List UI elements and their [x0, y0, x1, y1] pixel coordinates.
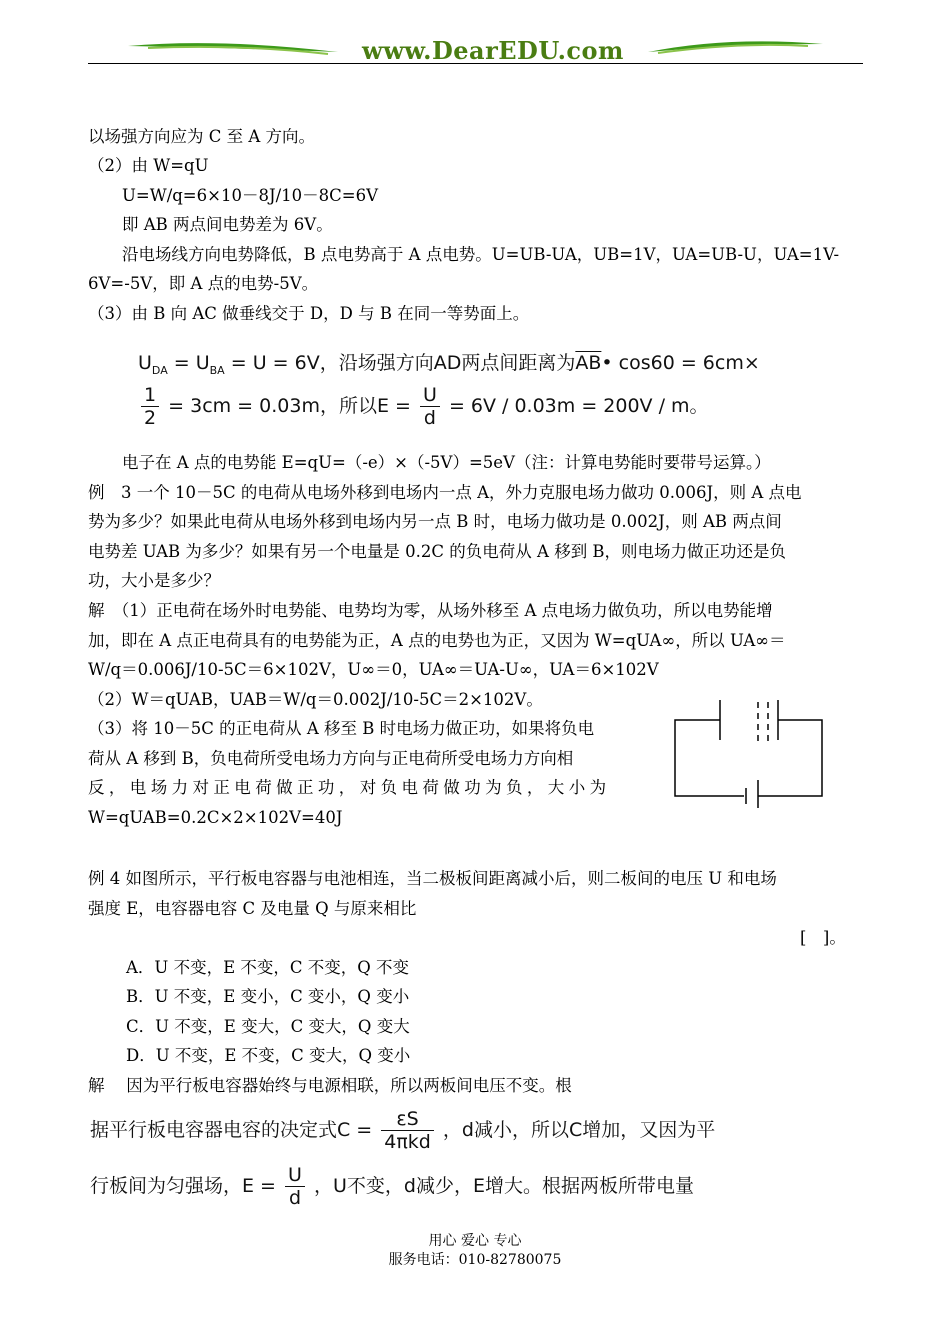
- text-line: （2）W＝qUAB，UAB＝W/q＝0.002J/10-5C＝2×102V。: [88, 690, 543, 709]
- text-line: 例 4 如图所示，平行板电容器与电池相连，当二极板间距离减小后，则二板间的电压 U 和电场: [88, 869, 777, 888]
- text-line: 电子在 A 点的电势能 E=qU=（-e）×（-5V）=5eV（注：计算电势能时要带号运算。）: [122, 453, 771, 472]
- text-line: 反，电场力对正电荷做正功，对负电荷做功为负，大小为: [88, 778, 611, 797]
- text-line: 以场强方向应为 C 至 A 方向。: [88, 127, 316, 146]
- fraction-numerator: εS: [381, 1108, 434, 1131]
- text-line: 6V=-5V，即 A 点的电势-5V。: [88, 274, 319, 293]
- option-c: C．U 不变，E 变大，C 变大，Q 变大: [126, 1017, 410, 1036]
- formula-text: = 6V / 0.03m = 200V / m。: [448, 395, 709, 417]
- text-line: W=qUAB=0.2C×2×102V=40J: [88, 808, 343, 827]
- capacitor-circuit-diagram: [672, 700, 827, 808]
- fraction-numerator: U: [420, 384, 440, 407]
- formula-text: = U: [167, 352, 210, 374]
- fraction-u-over-d: [420, 384, 440, 429]
- formula-text: ，d减小，所以C增加，又因为平: [442, 1119, 716, 1141]
- text-line: 加，即在 A 点正电荷具有的电势能为正，A 点的电势也为正，又因为 W=qUA∞，所以 UA∞＝: [88, 631, 786, 650]
- text-line: 沿电场线方向电势降低，B 点电势高于 A 点电势。U=UB-UA，UB=1V，UA=UB-U，UA=1V-: [122, 245, 840, 264]
- page-header: [88, 30, 863, 70]
- text-line: （3）将 10－5C 的正电荷从 A 移至 B 时电场力做正功，如果将负电: [88, 719, 595, 738]
- formula-capacitance: [90, 1108, 715, 1153]
- formula-text: 据平行板电容器电容的决定式C =: [90, 1119, 373, 1141]
- option-d: D．U 不变，E 不变，C 变大，Q 变小: [126, 1046, 411, 1065]
- formula-overline-ab: $\overline{AB}$: [575, 352, 602, 374]
- text-line: W/q＝0.006J/10-5C＝6×102V，U∞＝0，UA∞＝UA-U∞，UA＝6×102V: [88, 660, 659, 679]
- text-line: 即 AB 两点间电势差为 6V。: [122, 215, 333, 234]
- text-line: 解 （1）正电荷在场外时电势能、电势均为零，从场外移至 A 点电场力做负功，所以电势能增: [88, 601, 773, 620]
- fraction-numerator: U: [285, 1164, 305, 1187]
- formula-text: U: [138, 352, 152, 374]
- text-line: 荷从 A 移到 B，负电荷所受电场力方向与正电荷所受电场力方向相: [88, 749, 574, 768]
- formula-text: ，U不变，d减少，E增大。根据两板所带电量: [313, 1175, 694, 1197]
- fraction-numerator: 1: [141, 384, 159, 407]
- option-b: B．U 不变，E 变小，C 变小，Q 变小: [126, 987, 410, 1006]
- option-a: A．U 不变，E 不变，C 不变，Q 不变: [126, 958, 409, 977]
- footer-slogan: 用心 爱心 专心: [428, 1233, 522, 1249]
- fraction-u-over-d: [285, 1164, 305, 1209]
- fraction-denominator: d: [288, 1187, 301, 1209]
- formula-text: • cos60 = 6cm×: [601, 352, 760, 374]
- fraction-denominator: 4πkd: [384, 1131, 431, 1153]
- text-line: 功，大小是多少？: [88, 571, 220, 590]
- fraction-one-half: [141, 384, 159, 429]
- header-rule: [88, 63, 863, 64]
- fraction-denominator: 2: [144, 407, 157, 429]
- text-line: 强度 E，电容器电容 C 及电量 Q 与原来相比: [88, 899, 417, 918]
- text-line: 电势差 UAB 为多少？如果有另一个电量是 0.2C 的负电荷从 A 移到 B，则电场力做正功还是负: [88, 542, 787, 561]
- site-logo-text: www.DearEDU.com: [362, 36, 624, 65]
- formula-line-1: [138, 348, 760, 377]
- text-line: U=W/q=6×10－8J/10－8C=6V: [122, 186, 378, 205]
- fraction-denominator: d: [423, 407, 436, 429]
- answer-bracket: [ ]。: [800, 928, 846, 947]
- text-line: 势为多少？如果此电荷从电场外移到电场内另一点 B 时，电场力做功是 0.002J，则 AB 两点间: [88, 512, 782, 531]
- formula-field-strength: [90, 1164, 694, 1209]
- fraction-capacitance: [381, 1108, 434, 1153]
- formula-subscript: BA: [209, 364, 225, 377]
- text-line: 解 因为平行板电容器始终与电源相联，所以两板间电压不变。根: [88, 1076, 572, 1095]
- formula-line-2: [138, 384, 709, 429]
- text-line: （2）由 W=qU: [88, 156, 209, 175]
- formula-subscript: DA: [151, 364, 168, 377]
- formula-text: = 3cm = 0.03m，所以E =: [168, 395, 411, 417]
- footer-phone: 服务电话：010-82780075: [388, 1252, 562, 1268]
- text-line: （3）由 B 向 AC 做垂线交于 D，D 与 B 在同一等势面上。: [88, 304, 530, 323]
- text-line: 例 3 一个 10－5C 的电荷从电场外移到电场内一点 A，外力克服电场力做功 0.006J，则 A 点电: [88, 483, 802, 502]
- formula-text: = U = 6V，沿场强方向AD两点间距离为: [224, 352, 576, 374]
- formula-text: 行板间为匀强场，E =: [90, 1175, 276, 1197]
